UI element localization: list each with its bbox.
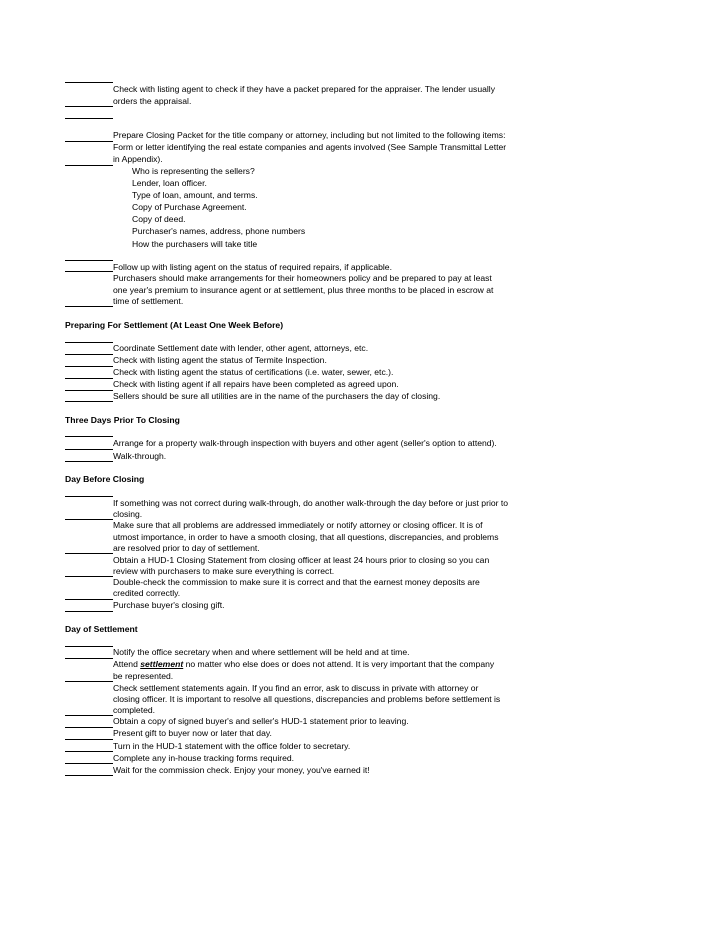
- checkbox-blank[interactable]: [65, 646, 113, 647]
- checkbox-blank[interactable]: [65, 378, 113, 379]
- checklist-item-text: Notify the office secretary when and where settlement will be held and at time.: [113, 647, 410, 657]
- checklist-item-text: utmost importance, in order to have a smooth closing, that all questions, discrepancies, and problems: [113, 532, 499, 542]
- checklist-item-text: Prepare Closing Packet for the title company or attorney, including but not limited to the following items:: [113, 130, 506, 140]
- checkbox-blank[interactable]: [65, 611, 113, 612]
- checkbox-blank[interactable]: [65, 306, 113, 307]
- checkbox-blank[interactable]: [65, 763, 113, 764]
- checklist-item-text: credited correctly.: [113, 588, 181, 598]
- checkbox-blank[interactable]: [65, 496, 113, 497]
- checklist-item-text: Turn in the HUD-1 statement with the office folder to secretary.: [113, 741, 351, 751]
- checkbox-blank[interactable]: [65, 82, 113, 83]
- checklist-item-text: are resolved prior to day of settlement.: [113, 543, 260, 553]
- checklist-item-text: orders the appraisal.: [113, 96, 192, 106]
- checklist-item-text: [113, 659, 494, 671]
- checklist-item-text: Follow up with listing agent on the status of required repairs, if applicable.: [113, 262, 392, 272]
- checklist-item-text: Purchasers should make arrangements for their homeowners policy and be prepared to pay at least: [113, 273, 492, 283]
- checkbox-blank[interactable]: [65, 141, 113, 142]
- checkbox-blank[interactable]: [65, 658, 113, 659]
- checkbox-blank[interactable]: [65, 751, 113, 752]
- checklist-item-text: closing.: [113, 509, 143, 519]
- checkbox-blank[interactable]: [65, 106, 113, 107]
- checklist-item-text: time of settlement.: [113, 296, 184, 306]
- checklist-item-text: Arrange for a property walk-through inspection with buyers and other agent (seller's option to attend).: [113, 438, 497, 448]
- checklist-item-text: Complete any in-house tracking forms required.: [113, 753, 295, 763]
- checkbox-blank[interactable]: [65, 354, 113, 355]
- checkbox-blank[interactable]: [65, 715, 113, 716]
- checkbox-blank[interactable]: [65, 342, 113, 343]
- checklist-item-text: Obtain a HUD-1 Closing Statement from closing officer at least 24 hours prior to closing so you can: [113, 555, 490, 565]
- checklist-item-text: Wait for the commission check. Enjoy your money, you've earned it!: [113, 765, 370, 775]
- checkbox-blank[interactable]: [65, 390, 113, 391]
- checkbox-blank[interactable]: [65, 401, 113, 402]
- text-run: Attend: [113, 659, 141, 669]
- sub-item-text: Type of loan, amount, and terms.: [132, 190, 258, 200]
- checklist-item-text: Double-check the commission to make sure it is correct and that the earnest money deposits are: [113, 577, 480, 587]
- checkbox-blank[interactable]: [65, 599, 113, 600]
- checklist-item-text: Make sure that all problems are addressed immediately or notify attorney or closing officer. It is of: [113, 520, 483, 530]
- checklist-item-text: completed.: [113, 705, 156, 715]
- checklist-item-text: Obtain a copy of signed buyer's and seller's HUD-1 statement prior to leaving.: [113, 716, 409, 726]
- checkbox-blank[interactable]: [65, 775, 113, 776]
- section-heading: Day of Settlement: [65, 624, 138, 634]
- checkbox-blank[interactable]: [65, 519, 113, 520]
- checklist-item-text: Check with listing agent to check if they have a packet prepared for the appraiser. The lender usually: [113, 84, 496, 94]
- section-heading: Day Before Closing: [65, 474, 145, 484]
- checkbox-blank[interactable]: [65, 553, 113, 554]
- emphasized-word: settlement: [140, 659, 184, 669]
- sub-item-text: Lender, loan officer.: [132, 178, 207, 188]
- checkbox-blank[interactable]: [65, 727, 113, 728]
- checklist-item-text: Check with listing agent the status of certifications (i.e. water, sewer, etc.).: [113, 367, 394, 377]
- checklist-item-text: in Appendix).: [113, 154, 163, 164]
- checklist-item-text: Sellers should be sure all utilities are in the name of the purchasers the day of closing.: [113, 391, 441, 401]
- checklist-item-text: Check with listing agent if all repairs have been completed as agreed upon.: [113, 379, 399, 389]
- sub-item-text: Purchaser's names, address, phone numbers: [132, 226, 306, 236]
- checklist-item-text: Check with listing agent the status of Termite Inspection.: [113, 355, 327, 365]
- checklist-item-text: Purchase buyer's closing gift.: [113, 600, 225, 610]
- checkbox-blank[interactable]: [65, 260, 113, 261]
- sub-item-text: Who is representing the sellers?: [132, 166, 255, 176]
- checkbox-blank[interactable]: [65, 165, 113, 166]
- checklist-item-text: Present gift to buyer now or later that day.: [113, 728, 272, 738]
- sub-item-text: How the purchasers will take title: [132, 239, 258, 249]
- checklist-item-text: closing officer. It is important to resolve all questions, discrepancies and problems before settlement is: [113, 694, 501, 704]
- checkbox-blank[interactable]: [65, 118, 113, 119]
- checklist-item-text: Walk-through.: [113, 451, 167, 461]
- checkbox-blank[interactable]: [65, 366, 113, 367]
- checklist-item-text: review with purchasers to make sure everything is correct.: [113, 566, 335, 576]
- checkbox-blank[interactable]: [65, 461, 113, 462]
- sub-item-text: Copy of deed.: [132, 214, 186, 224]
- checkbox-blank[interactable]: [65, 436, 113, 437]
- checkbox-blank[interactable]: [65, 576, 113, 577]
- text-run: no matter who else does or does not attend. It is very important that the company: [183, 659, 495, 669]
- checklist-item-text: Coordinate Settlement date with lender, other agent, attorneys, etc.: [113, 343, 369, 353]
- checklist-item-text: If something was not correct during walk-through, do another walk-through the day before or just prior to: [113, 498, 509, 508]
- checklist-item-text: Check settlement statements again. If you find an error, ask to discuss in private with attorney or: [113, 683, 479, 693]
- checklist-item-text: one year's premium to insurance agent or at settlement, plus three months to be placed in escrow at: [113, 285, 494, 295]
- checklist-item-text: Form or letter identifying the real estate companies and agents involved (See Sample Transmittal Letter: [113, 142, 507, 152]
- section-heading: Three Days Prior To Closing: [65, 415, 180, 425]
- checkbox-blank[interactable]: [65, 271, 113, 272]
- checkbox-blank[interactable]: [65, 449, 113, 450]
- section-heading: Preparing For Settlement (At Least One Week Before): [65, 320, 284, 330]
- checklist-item-text: be represented.: [113, 671, 174, 681]
- checkbox-blank[interactable]: [65, 739, 113, 740]
- checkbox-blank[interactable]: [65, 681, 113, 682]
- sub-item-text: Copy of Purchase Agreement.: [132, 202, 247, 212]
